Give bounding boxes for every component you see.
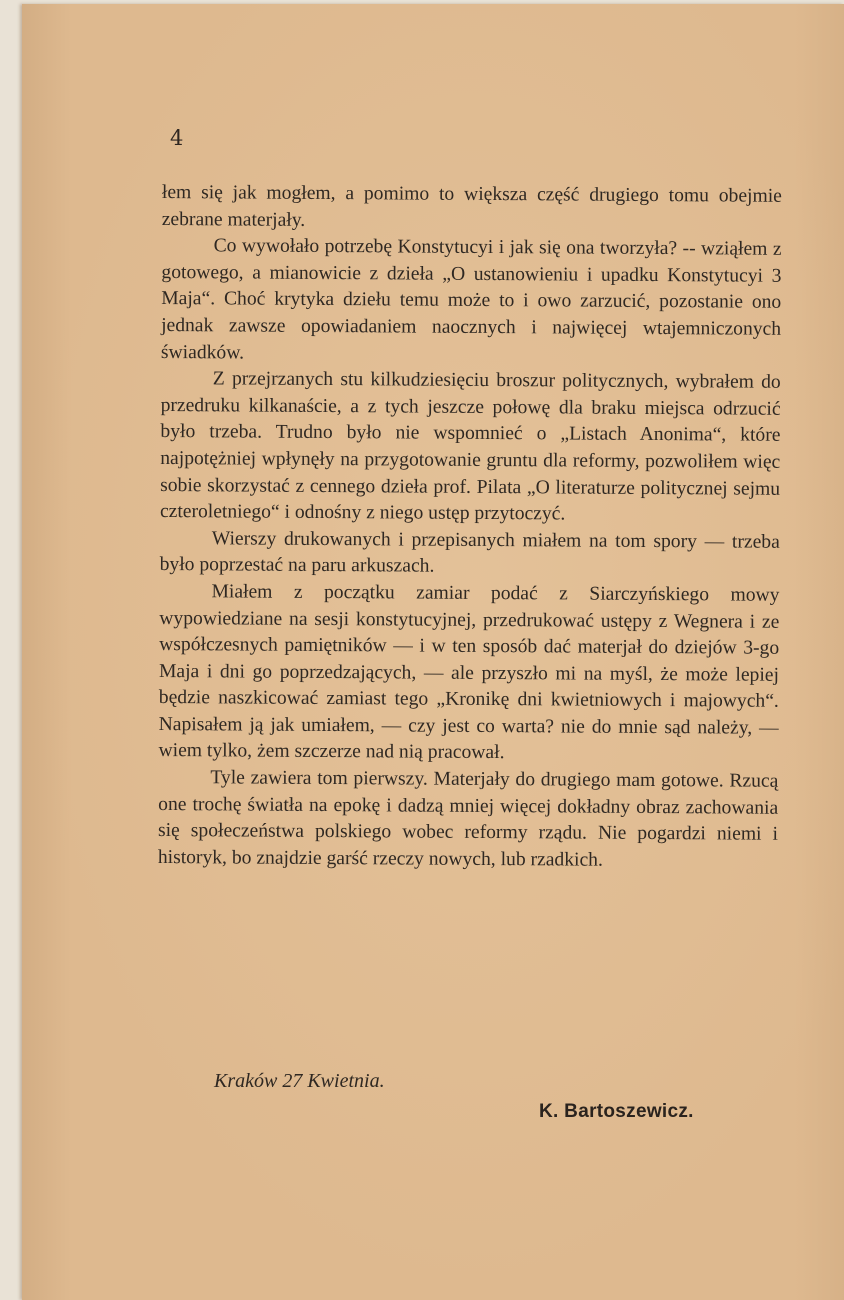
paragraph: Wierszy drukowanych i przepisanych miałem na tom spory — trzeba było poprzestać na paru arkuszach. <box>159 528 780 577</box>
paragraph: Tyle zawiera tom pierwszy. Materjały do drugiego mam gotowe. Rzucą one trochę światła na epokę i dadzą mniej więcej dokładny obraz zachowania się społeczeństwa polskiego wobec reformy rządu. Nie pogardzi niemi i historyk, bo znajdzie garść rzeczy nowych, lub rzadkich. <box>157 767 779 871</box>
body-text <box>158 180 782 875</box>
paragraph: Co wywołało potrzebę Konstytucyi i jak się ona tworzyła? -- wziąłem z gotowego, a mianowicie z dzieła „O ustanowieniu i upadku Konstytucyi 3 Maja“. Choć krytyka dziełu temu może to i owo zarzucić, pozostanie ono jednak zawsze opowiadaniem naocznych i najwięcej wtajemniczonych świadków. <box>160 235 782 364</box>
paragraph: łem się jak mogłem, a pomimo to większa część drugiego tomu obejmie zebrane materjały. <box>161 181 782 231</box>
author-signature: K. Bartoszewicz. <box>539 1101 694 1122</box>
book-page <box>22 4 844 1300</box>
page-number: 4 <box>170 126 184 150</box>
paragraph: Miałem z początku zamiar podać z Siarczyńskiego mowy wypowiedziane na sesji konstytucyjnej, przedrukować ustępy z Wegnera i ze współczesnych pamiętników — i w ten sposób dać materjał do dziejów 3-go Maja i dni go poprzedzających, — ale przyszło mi na myśl, że może lepiej będzie naszkicować zamiast tego „Kronikę dni kwietniowych i majowych“. Napisałem ją jak umiałem, — czy jest co warta? nie do mnie sąd należy, — wiem tylko, żem szczerze nad nią pracował. <box>158 581 780 764</box>
paragraph: Z przejrzanych stu kilkudziesięciu broszur politycznych, wybrałem do przedruku kilkanaście, a z tych jeszcze połowę dla braku miejsca odrzucić było trzeba. Trudno było nie wspomnieć o „Listach Anonima“, które najpotężniej wpłynęły na przygotowanie gruntu dla reformy, pozwoliłem więc sobie skorzystać z cennego dzieła prof. Pilata „O literaturze politycznej sejmu czteroletniego“ i odnośny z niego ustęp przytoczyć. <box>159 368 781 525</box>
place-date: Kraków 27 Kwietnia. <box>214 1070 385 1092</box>
